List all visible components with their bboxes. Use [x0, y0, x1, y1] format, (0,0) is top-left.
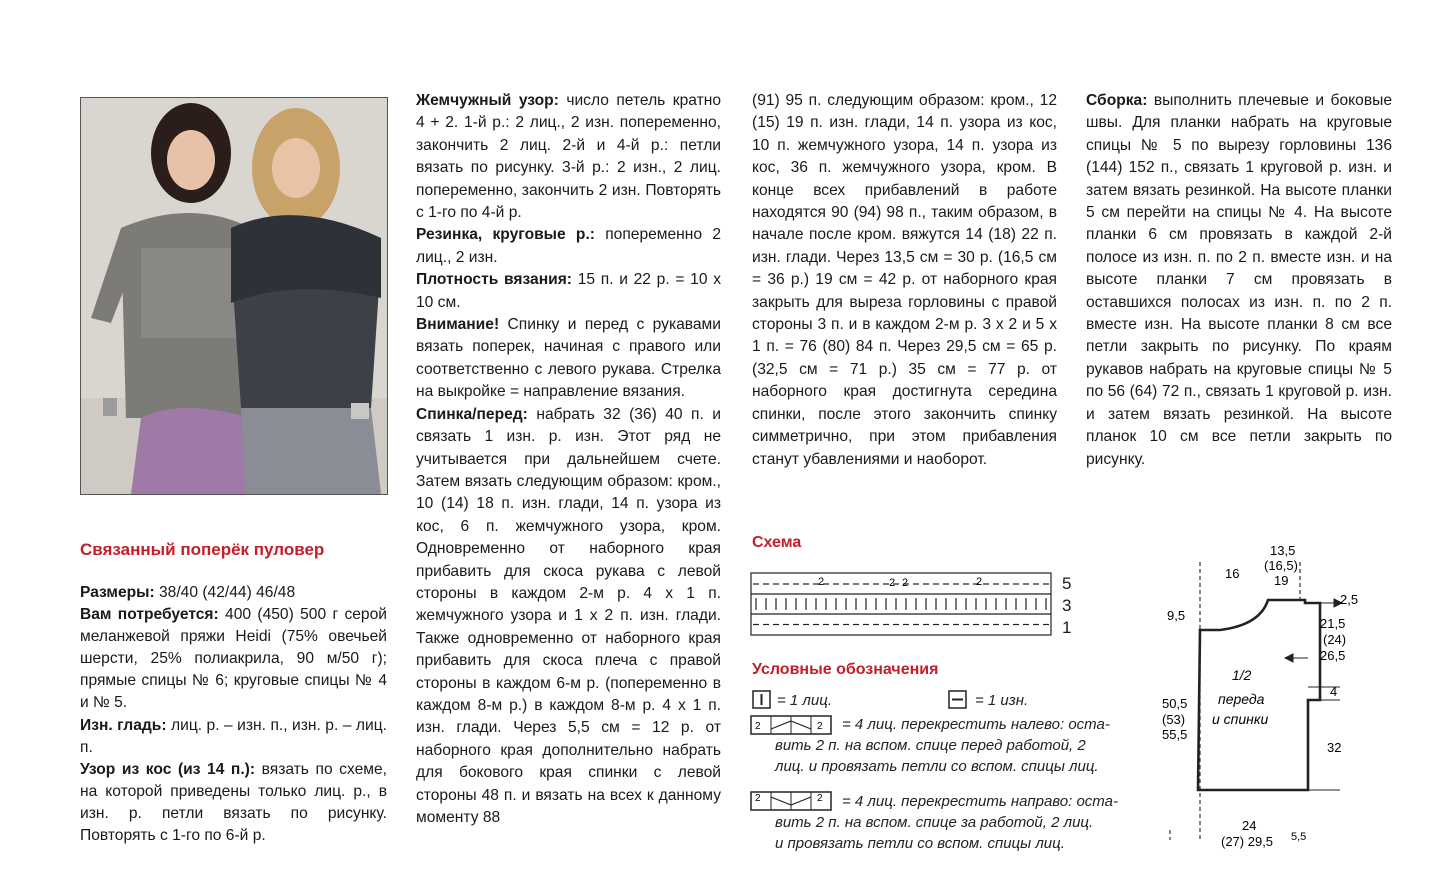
label: Внимание!: [416, 316, 500, 334]
dim-bottom-2: (27) 29,5: [1221, 834, 1274, 849]
label: Жемчужный узор:: [416, 92, 559, 109]
legend-left-3: лиц. и провязать петли со вспом. спицы лиц.: [775, 758, 1099, 775]
legend-purl: = 1 изн.: [975, 692, 1029, 709]
models-photo: [80, 97, 388, 495]
label: Сборка:: [1086, 92, 1148, 109]
label: Плотность вязания:: [416, 271, 573, 289]
dim-right-mid-1: 21,5: [1320, 616, 1346, 631]
paragraph-continuation: (91) 95 п. следующим образом: кром., 12 (15) 19 п. изн. глади, 14 п. узора из кос, 10 п. жемчужного узора, 14 п. узора из кос, 36 п. жемчужного узора, кром. В конце всех прибавлений в работе находятся 90 (94) 98 п., таким образом, в начале после кром. вяжутся 14 (18) 22 п. изн. глади. Через 13,5 см = 30 р. (16,5 см = 36 р.) 19 см = 42 р. от наборного края закрыть для выреза горловины с правой стороны 3 п. и в каждом 2-м р. 3 х 2 и 5 х 1 п. = 76 (80) 84 п. Через 29,5 см = 65 р. (32,5 см = 71 р.) 35 см = 77 р. от наборного края достигнута середина спинки, после этого закончить спинку симметрично, при этом прибавления станут убавлениями и наоборот.: [752, 92, 1057, 468]
cable-mark: 2: [755, 793, 761, 804]
paragraph-gauge: [416, 269, 721, 314]
text: Спинку и перед с рукавами вязать поперек, начиная с правого или соответственно с левого рукава. Стрелка на выкройке = направление вязания.: [416, 316, 721, 401]
row-number: 5: [1062, 574, 1072, 593]
text: 38/40 (42/44) 46/48: [154, 584, 296, 601]
paragraph-back-front: [416, 404, 721, 830]
dim-left-top: 9,5: [1167, 608, 1186, 623]
dim-bottom-1: 24: [1242, 818, 1257, 833]
dim-length-2: (53): [1162, 712, 1186, 727]
cable-mark: 2: [976, 576, 983, 588]
paragraph-sizes: [80, 582, 387, 604]
text: лиц. р. – изн. п., изн. р. – лиц. п.: [80, 716, 387, 756]
legend-title: Условные обозначения: [752, 661, 939, 678]
text: 400 (450) 500 г серой меланжевой пряжи Heidi (75% овечьей шерсти, 25% полиакрила, 90 м/50 г); прямые спицы № 6; круговые спицы № 4 и № 5.: [80, 606, 387, 712]
paragraph-attention: [416, 314, 721, 404]
paragraph-cable: [80, 759, 387, 847]
text: 15 п. и 22 р. = 10 х 10 см.: [416, 271, 721, 311]
cable-mark: 2: [902, 577, 909, 589]
label: Изн. гладь:: [80, 716, 167, 734]
text-column-1: [80, 582, 387, 847]
paragraph-materials: [80, 604, 387, 714]
purl-symbol: [948, 690, 968, 710]
legend-left-1: = 4 лиц. перекрестить налево: оста-: [842, 716, 1110, 733]
label: Спинка/перед:: [416, 405, 528, 423]
dim-length-3: 55,5: [1162, 727, 1188, 742]
row-number: 3: [1062, 596, 1072, 615]
cable-mark: 2: [889, 577, 896, 589]
cable-mark: 2: [817, 793, 823, 804]
legend-right-2: вить 2 п. на вспом. спице за работой, 2 лиц.: [775, 814, 1094, 831]
cable-mark: 2: [755, 721, 761, 732]
text-column-4: [1086, 90, 1392, 471]
garment-pattern-diagram: [1150, 540, 1420, 860]
text: попеременно 2 лиц., 2 изн.: [416, 226, 721, 266]
dim-16: 16: [1225, 566, 1240, 581]
legend-left-2: вить 2 п. на вспом. спице перед работой, 2: [775, 737, 1086, 754]
text: число петель кратно 4 + 2. 1-й р.: 2 лиц., 2 изн. попеременно, закончить 2 лиц. 2-й и 4-й р.: петли вязать по рисунку. 3-й р.: 2 изн., 2 лиц. попеременно, закончить 2 изн. Повторять с 1-го по 4-й р.: [416, 92, 721, 222]
paragraph-seed: [416, 90, 721, 224]
dim-right-low: 32: [1327, 740, 1342, 755]
text-column-2: [416, 90, 721, 829]
text-column-3: [752, 90, 1057, 471]
label: Узор из кос (из 14 п.):: [80, 760, 256, 778]
schema-title: Схема: [752, 534, 802, 551]
label-back: и спинки: [1212, 711, 1269, 727]
dim-right-small: 4: [1330, 684, 1338, 699]
knit-symbol: [752, 690, 772, 710]
label-front: переда: [1218, 691, 1265, 707]
label: Размеры:: [80, 584, 155, 601]
stitch-chart: [748, 570, 1058, 640]
legend-right-3: и провязать петли со вспом. спицы лиц.: [775, 835, 1065, 852]
label: Резинка, круговые р.:: [416, 226, 595, 244]
legend-knit: = 1 лиц.: [777, 692, 832, 709]
row-number: 1: [1062, 618, 1072, 637]
cable-right-symbol: [750, 791, 834, 813]
paragraph-rib: [416, 224, 721, 269]
cable-mark: 2: [818, 576, 825, 588]
legend-right-1: = 4 лиц. перекрестить направо: оста-: [842, 793, 1118, 810]
dim-right-mid-3: 26,5: [1320, 648, 1346, 663]
dim-right-mid-2: (24): [1323, 632, 1347, 647]
photo-illustration: [81, 98, 387, 494]
text: выполнить плечевые и боковые швы. Для планки набрать на круговые спицы № 5 по вырезу горловины 136 (144) 152 п., связать 1 круговой р. изн. и затем вязать резинкой. На высоте планки 5 см перейти на спицы № 4. На высоте планки 6 см провязать в каждой 2-й полосе из изн. п. по 2 п. вместе изн. и на высоте планки 7 см провязать в оставшихся полосах из изн. п. по 2 п. вместе изн. На высоте планки 8 см все петли закрыть по рисунку. По краям рукавов набрать на круговые спицы № 5 по 56 (64) 72 п., связать 1 круговой р. изн. и затем вязать резинкой. На высоте планок 10 см все петли закрыть по рисунку.: [1086, 92, 1392, 468]
paragraph-assembly: [1086, 90, 1392, 471]
text: вязать по схеме, на которой приведены только лиц. р., в изн. р. петли вязать по рисунку. Повторять с 1-го по 6-й р.: [80, 760, 387, 845]
dim-right-top: 2,5: [1340, 592, 1359, 607]
dim-neck-1: 13,5: [1270, 543, 1296, 558]
label-half: 1/2: [1232, 667, 1252, 683]
text: набрать 32 (36) 40 п. и связать 1 изн. р. изн. Этот ряд не учитывается при дальнейшем счете. Затем вязать следующим образом: кром., 10 (14) 18 п. изн. глади, 14 п. узора из кос, 6 п. жемчужного узора, кром. Одновременно от наборного края прибавить для скоса рукава с левой стороны в каждом 2-м р. 4 х 1 п. жемчужного узора и 1 х 2 п. изн. глади. Также одновременно от наборного края прибавить для скоса плеча с правой стороны в каждом 6-м р. (попеременно в каждом 8-м р.) в каждом 8-м р. 4 х 1 п. изн. глади. Через 5,5 см = 12 р. от наборного края дополнительно набрать для бокового края спинки с левой стороны 48 п. и вязать на всех к данному моменту 88: [416, 405, 721, 826]
cable-mark: 2: [817, 721, 823, 732]
paragraph-stockinette: [80, 715, 387, 759]
dim-length-1: 50,5: [1162, 696, 1188, 711]
article-title: Связанный поперёк пуловер: [80, 540, 325, 559]
cable-left-symbol: [750, 715, 834, 737]
dim-neck-3: 19: [1274, 573, 1289, 588]
dim-neck-2: (16,5): [1264, 558, 1298, 573]
dim-bottom-right: 5,5: [1291, 831, 1307, 843]
label: Вам потребуется:: [80, 606, 219, 624]
